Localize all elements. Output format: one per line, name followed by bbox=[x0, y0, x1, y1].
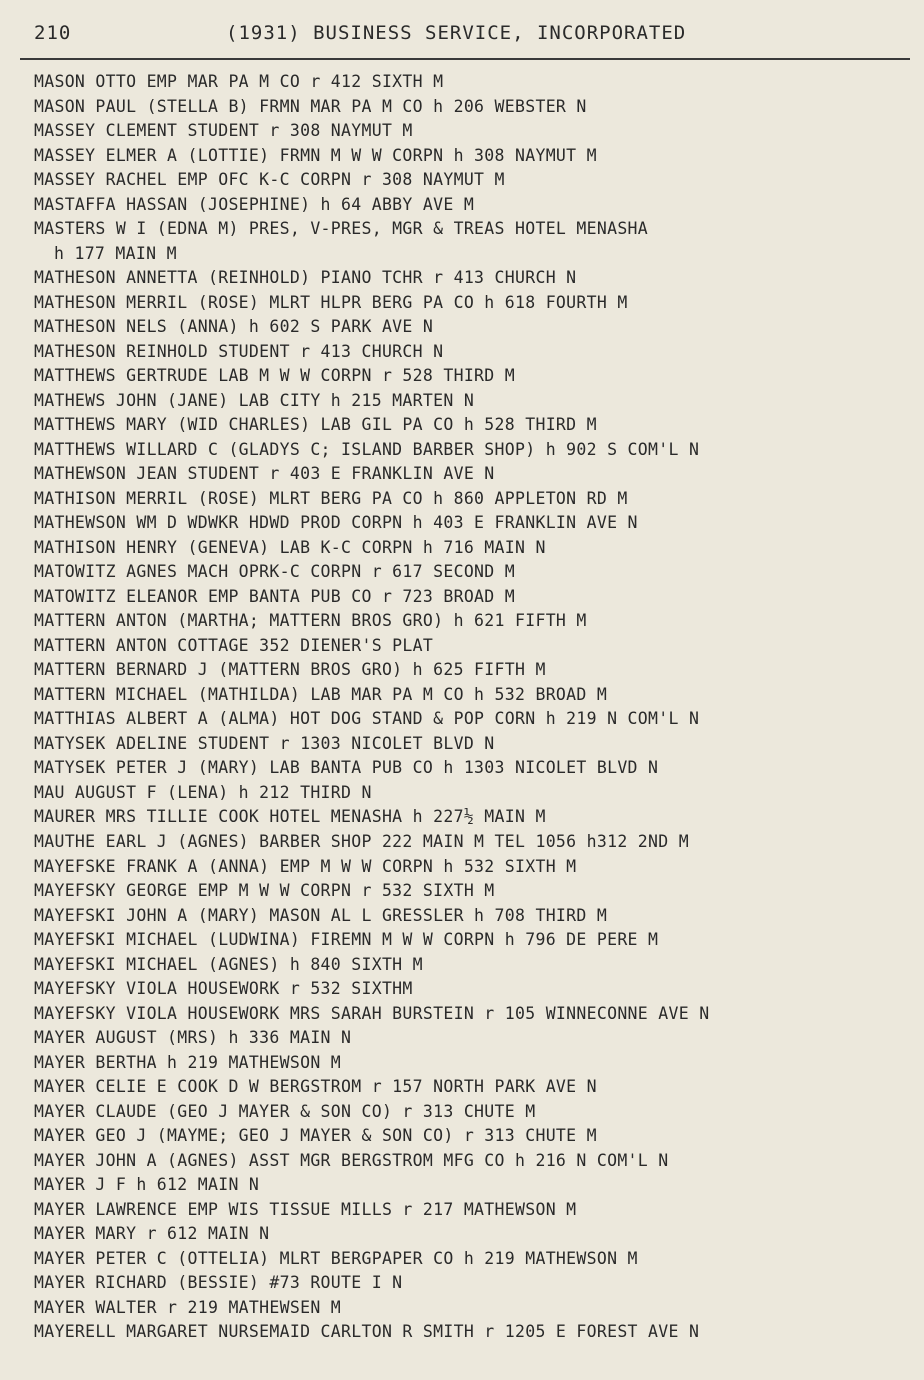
directory-entry: MATHEWS JOHN (JANE) LAB CITY h 215 MARTEN N bbox=[34, 390, 475, 410]
directory-entry: MAUTHE EARL J (AGNES) BARBER SHOP 222 MAIN M TEL 1056 h312 2ND M bbox=[34, 831, 689, 851]
directory-entry: MATHISON MERRIL (ROSE) MLRT BERG PA CO h 860 APPLETON RD M bbox=[34, 488, 628, 508]
directory-entry: MATHESON NELS (ANNA) h 602 S PARK AVE N bbox=[34, 317, 434, 337]
directory-entry: MATTHEWS WILLARD C (GLADYS C; ISLAND BARBER SHOP) h 902 S COM'L N bbox=[34, 439, 700, 459]
directory-entry: MASON PAUL (STELLA B) FRMN MAR PA M CO h 206 WEBSTER N bbox=[34, 96, 587, 116]
directory-entry: MAYEFSKY GEORGE EMP M W W CORPN r 532 SIXTH M bbox=[34, 881, 495, 901]
directory-entry: MATHEWSON JEAN STUDENT r 403 E FRANKLIN AVE N bbox=[34, 464, 495, 484]
directory-entry: MASON OTTO EMP MAR PA M CO r 412 SIXTH M bbox=[34, 72, 444, 91]
directory-entry: MAU AUGUST F (LENA) h 212 THIRD N bbox=[34, 782, 372, 802]
directory-entry: MASSEY CLEMENT STUDENT r 308 NAYMUT M bbox=[34, 121, 413, 141]
directory-entry: MAYER J F h 612 MAIN N bbox=[34, 1175, 260, 1195]
directory-entry: MAYER PETER C (OTTELIA) MLRT BERGPAPER CO h 219 MATHEWSON M bbox=[34, 1248, 638, 1268]
directory-entry: MAYER AUGUST (MRS) h 336 MAIN N bbox=[34, 1028, 352, 1048]
page-header bbox=[34, 22, 894, 44]
directory-entry: MAYEFSKI JOHN A (MARY) MASON AL L GRESSLER h 708 THIRD M bbox=[34, 905, 608, 925]
directory-entry: MATTERN ANTON (MARTHA; MATTERN BROS GRO) h 621 FIFTH M bbox=[34, 611, 587, 631]
directory-entry: MAYER CELIE E COOK D W BERGSTROM r 157 NORTH PARK AVE N bbox=[34, 1077, 597, 1097]
directory-entry: MATTERN BERNARD J (MATTERN BROS GRO) h 625 FIFTH M bbox=[34, 660, 546, 680]
directory-entry: MAYEFSKI MICHAEL (LUDWINA) FIREMN M W W CORPN h 796 DE PERE M bbox=[34, 930, 659, 950]
directory-entry: MATHESON MERRIL (ROSE) MLRT HLPR BERG PA CO h 618 FOURTH M bbox=[34, 292, 628, 312]
directory-entry: MAURER MRS TILLIE COOK HOTEL MENASHA h 227½ MAIN M bbox=[34, 807, 546, 827]
directory-entry: MATTHIAS ALBERT A (ALMA) HOT DOG STAND & POP CORN h 219 N COM'L N bbox=[34, 709, 700, 729]
directory-entry: MAYEFSKY VIOLA HOUSEWORK MRS SARAH BURSTEIN r 105 WINNECONNE AVE N bbox=[34, 1003, 710, 1023]
directory-entry: MASTAFFA HASSAN (JOSEPHINE) h 64 ABBY AVE M bbox=[34, 194, 475, 214]
directory-entry: h 177 MAIN M bbox=[54, 243, 177, 263]
directory-entry: MAYEFSKE FRANK A (ANNA) EMP M W W CORPN h 532 SIXTH M bbox=[34, 856, 577, 876]
directory-entry: MAYER LAWRENCE EMP WIS TISSUE MILLS r 217 MATHEWSON M bbox=[34, 1199, 577, 1219]
directory-entry: MATHEWSON WM D WDWKR HDWD PROD CORPN h 403 E FRANKLIN AVE N bbox=[34, 513, 638, 533]
directory-entry: MATTERN MICHAEL (MATHILDA) LAB MAR PA M CO h 532 BROAD M bbox=[34, 684, 608, 704]
directory-entry: MASSEY ELMER A (LOTTIE) FRMN M W W CORPN h 308 NAYMUT M bbox=[34, 145, 597, 165]
directory-entry: MAYER BERTHA h 219 MATHEWSON M bbox=[34, 1052, 342, 1072]
directory-entry: MATHESON REINHOLD STUDENT r 413 CHURCH N bbox=[34, 341, 444, 361]
directory-listing bbox=[34, 70, 904, 1345]
directory-entry: MAYER RICHARD (BESSIE) #73 ROUTE I N bbox=[34, 1273, 403, 1293]
directory-entry: MASTERS W I (EDNA M) PRES, V-PRES, MGR & TREAS HOTEL MENASHA bbox=[34, 219, 649, 239]
page-title: (1931) BUSINESS SERVICE, INCORPORATED bbox=[226, 22, 687, 44]
page-number: 210 bbox=[34, 22, 72, 44]
directory-entry: MATTHEWS MARY (WID CHARLES) LAB GIL PA CO h 528 THIRD M bbox=[34, 415, 597, 435]
directory-entry: MAYER GEO J (MAYME; GEO J MAYER & SON CO) r 313 CHUTE M bbox=[34, 1126, 597, 1146]
directory-entry: MATOWITZ AGNES MACH OPRK-C CORPN r 617 SECOND M bbox=[34, 562, 515, 582]
directory-entry: MAYEFSKY VIOLA HOUSEWORK r 532 SIXTHM bbox=[34, 979, 413, 999]
directory-entry: MASSEY RACHEL EMP OFC K-C CORPN r 308 NAYMUT M bbox=[34, 170, 505, 190]
directory-entry: MAYER MARY r 612 MAIN N bbox=[34, 1224, 270, 1244]
directory-entry: MAYER WALTER r 219 MATHEWSEN M bbox=[34, 1297, 342, 1317]
directory-entry: MAYER JOHN A (AGNES) ASST MGR BERGSTROM MFG CO h 216 N COM'L N bbox=[34, 1150, 669, 1170]
directory-entry: MATHESON ANNETTA (REINHOLD) PIANO TCHR r 413 CHURCH N bbox=[34, 268, 577, 288]
directory-entry: MATHISON HENRY (GENEVA) LAB K-C CORPN h 716 MAIN N bbox=[34, 537, 546, 557]
directory-entry: MAYEFSKI MICHAEL (AGNES) h 840 SIXTH M bbox=[34, 954, 423, 974]
directory-entry: MATYSEK ADELINE STUDENT r 1303 NICOLET BLVD N bbox=[34, 733, 495, 753]
header-rule bbox=[20, 58, 910, 60]
directory-entry: MAYER CLAUDE (GEO J MAYER & SON CO) r 313 CHUTE M bbox=[34, 1101, 536, 1121]
directory-entry: MATTERN ANTON COTTAGE 352 DIENER'S PLAT bbox=[34, 635, 434, 655]
directory-entry: MATYSEK PETER J (MARY) LAB BANTA PUB CO h 1303 NICOLET BLVD N bbox=[34, 758, 659, 778]
directory-entry: MATOWITZ ELEANOR EMP BANTA PUB CO r 723 BROAD M bbox=[34, 586, 515, 606]
directory-entry: MATTHEWS GERTRUDE LAB M W W CORPN r 528 THIRD M bbox=[34, 366, 515, 386]
directory-entry: MAYERELL MARGARET NURSEMAID CARLTON R SMITH r 1205 E FOREST AVE N bbox=[34, 1322, 700, 1342]
